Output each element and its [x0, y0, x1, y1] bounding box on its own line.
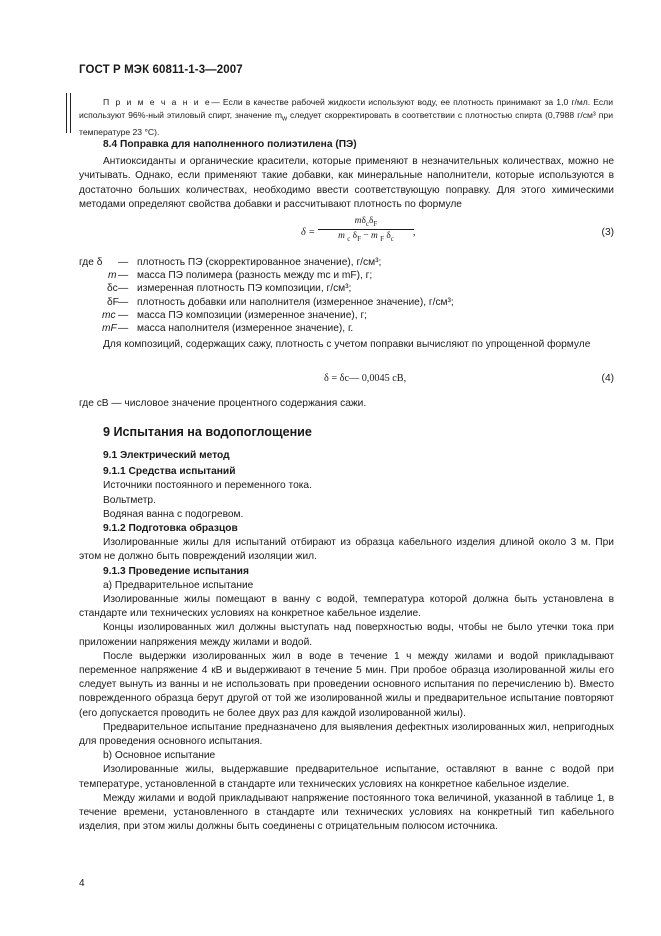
- formula-3-lhs: δ =: [301, 227, 316, 238]
- definition-symbol: δc: [107, 283, 118, 295]
- definition-symbol: m: [108, 270, 117, 282]
- section-9-1-heading: 9.1 Электрический метод: [103, 450, 230, 461]
- definition-row: [79, 282, 614, 295]
- definition-symbol: mF: [102, 322, 117, 334]
- change-bar-right: [70, 93, 71, 133]
- definition-text: масса наполнителя (измеренное значение), г.: [137, 322, 354, 334]
- subsection-a-paragraph: Концы изолированных жил должны выступать над поверхностью воды, чтобы не было утечки тока при приложении напряжения между жилами и водой.: [79, 622, 614, 648]
- subsection-a-label: а) Предварительное испытание: [103, 579, 254, 591]
- preparation-paragraph: Изолированные жилы для испытаний отбирают из образца кабельного изделия длиной около 3 м. При этом не должно быть повреждений изоляции жил.: [79, 537, 614, 563]
- formula-3: [79, 216, 614, 250]
- section-8-4: [79, 138, 614, 212]
- subsection-a-paragraph: Предварительное испытание предназначено для выявления дефектных изолированных жил, непригодных для проведения основного испытания.: [79, 721, 614, 748]
- document-header: ГОСТ Р МЭК 60811-1-3—2007: [79, 64, 243, 76]
- formula-4: [79, 373, 614, 389]
- page-number: 4: [79, 878, 85, 889]
- definition-dash: —: [118, 322, 129, 334]
- subsection-b-label: b) Основное испытание: [103, 750, 216, 762]
- formula-3-tail: ,: [413, 227, 416, 238]
- section-9-1-3-heading: 9.1.3 Проведение испытания: [103, 565, 249, 577]
- equipment-item: Вольтметр.: [103, 494, 156, 506]
- section-9-1-1-heading: 9.1.1 Средства испытаний: [103, 466, 236, 478]
- soot-where: где сВ — числовое значение процентного содержания сажи.: [79, 398, 367, 409]
- subsection-b-paragraph: Изолированные жилы, выдержавшие предварительное испытание, оставляют в ванне с водой при температуре, установленной в стандарте или технических условиях на конкретное кабельное изделие.: [79, 764, 614, 790]
- definition-row: [79, 322, 614, 335]
- equipment-item: Водяная ванна с подогревом.: [103, 508, 244, 520]
- equipment-item: Источники постоянного и переменного тока.: [103, 480, 312, 492]
- section-9: [79, 424, 614, 834]
- definition-dash: —: [118, 270, 129, 282]
- definition-row: [79, 256, 614, 269]
- definition-row: [79, 269, 614, 282]
- definition-symbol: mc: [102, 309, 116, 321]
- soot-where-block: [79, 397, 614, 411]
- definition-row: [79, 296, 614, 309]
- note-text: — Если в качестве рабочей жидкости используют воду, ее плотность принимают за 1,0 г/мл. Если используют 96%-ный этиловый спирт, значение m: [79, 97, 613, 120]
- definition-dash: —: [118, 283, 129, 295]
- definition-text: масса ПЭ композиции (измеренное значение), г;: [137, 309, 368, 321]
- note-label: П р и м е ч а н и е: [103, 97, 212, 107]
- definition-dash: —: [118, 309, 129, 321]
- note-text-2: следует скорректировать в соответствии с плотностью спирта (0,7988 г/см³ при температуре 23 °С).: [79, 109, 614, 137]
- definition-text: измеренная плотность ПЭ композиции, г/см³;: [137, 283, 352, 295]
- formula-3-denominator: m $_c$ $\delta_F - m$ $_F$ $\delta_c$: [318, 229, 414, 243]
- formula-4-number: (4): [601, 373, 614, 384]
- definition-text: плотность ПЭ (скорректированное значение), г/см³;: [137, 257, 382, 268]
- change-bar-left: [66, 93, 67, 133]
- definition-text: масса ПЭ полимера (разность между mc и mF), г;: [137, 270, 373, 282]
- subsection-a-paragraph: После выдержки изолированных жил в воде в течение 1 ч между жилами и водой прикладывают переменное напряжение 4 кВ и выдерживают в течение 5 мин. При пробое образца изолированной жилы его следует вынуть из ванны и не использовать при проведении основного испытания по перечислению b). Вместо поврежденного образца берут другой от той же изолированной жилы и предварительное испытание повторяют (его допускается проводить не более двух раз для каждой изолированной жилы).: [79, 650, 614, 719]
- soot-paragraph: Для композиций, содержащих сажу, плотность с учетом поправки вычисляют по упрощенной формуле: [103, 339, 591, 350]
- soot-paragraph-block: [79, 338, 614, 352]
- definitions-list: [79, 256, 614, 335]
- formula-3-fraction: [318, 216, 414, 243]
- note-sub: w: [281, 115, 288, 123]
- definition-symbol: δF: [107, 296, 119, 308]
- subsection-b-paragraph: Между жилами и водой прикладывают напряжение постоянного тока величиной, указанной в таблице 1, в течение времени, установленного в стандарте или технических условиях на конкретный тип кабельного изделия, при этом жилы должны быть соединены с отрицательным полюсом источника.: [79, 792, 614, 833]
- formula-4-expression: δ = δс— 0,0045 сВ,: [324, 373, 407, 384]
- section-8-4-heading: 8.4 Поправка для наполненного полиэтилена (ПЭ): [103, 139, 357, 150]
- definition-symbol: где δ: [79, 257, 103, 268]
- section-9-1-2-heading: 9.1.2 Подготовка образцов: [103, 523, 238, 535]
- subsection-a-paragraph: Изолированные жилы помещают в ванну с водой, температура которой должна быть установлена в стандарте или технических условиях на конкретное кабельное изделие.: [79, 594, 614, 620]
- section-8-4-paragraph: Антиоксиданты и органические красители, которые применяют в незначительных количествах, можно не учитывать. Однако, если применяют такие добавки, как минеральные наполнители, которые используются в достаточно больших количествах, необходимо ввести соответствующую поправку. Для этого химическими методами определяют свойства добавки и рассчитывают плотность по формуле: [79, 156, 614, 210]
- definition-text: плотность добавки или наполнителя (измеренное значение), г/см³;: [137, 296, 454, 308]
- formula-3-numerator: $m\delta_c\delta_F$: [354, 216, 378, 228]
- definition-dash: —: [118, 296, 129, 308]
- section-9-heading: 9 Испытания на водопоглощение: [103, 425, 312, 439]
- definition-dash: —: [118, 257, 129, 268]
- definition-row: [79, 309, 614, 322]
- note-block: [79, 96, 613, 138]
- formula-3-number: (3): [601, 227, 614, 238]
